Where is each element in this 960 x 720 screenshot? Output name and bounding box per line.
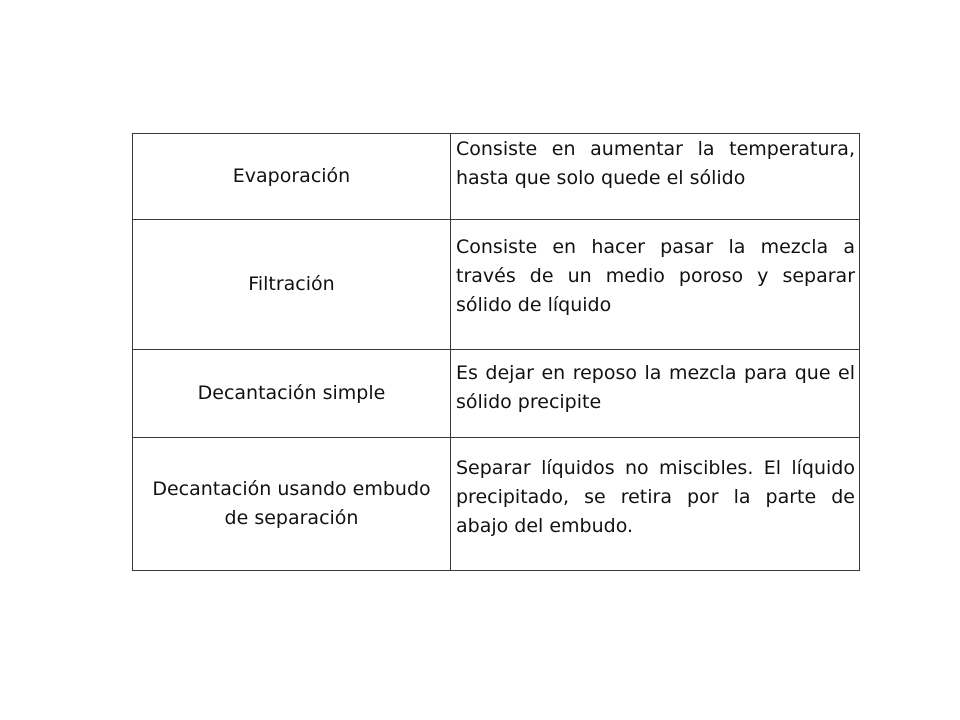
method-name-cell — [133, 350, 451, 438]
method-description: Consiste en aumentar la temperatura, hasta que solo quede el sólido — [456, 138, 855, 189]
method-description: Es dejar en reposo la mezcla para que el sólido precipite — [456, 362, 855, 413]
method-description-cell — [451, 438, 860, 571]
method-description-cell — [451, 350, 860, 438]
table-row — [133, 134, 860, 220]
separation-methods-table — [132, 133, 860, 571]
method-name-cell — [133, 134, 451, 220]
method-description: Separar líquidos no miscibles. El líquido precipitado, se retira por la parte de abajo del embudo. — [456, 457, 855, 537]
method-name-cell — [133, 220, 451, 350]
table-row — [133, 350, 860, 438]
method-name: Decantación usando embudo de separación — [152, 478, 431, 529]
method-name: Filtración — [248, 273, 335, 295]
method-name-cell — [133, 438, 451, 571]
method-description: Consiste en hacer pasar la mezcla a través de un medio poroso y separar sólido de líquido — [456, 236, 855, 316]
method-name: Evaporación — [232, 165, 351, 187]
method-description-cell — [451, 220, 860, 350]
method-name: Decantación simple — [197, 382, 386, 404]
method-description-cell — [451, 134, 860, 220]
table-row — [133, 220, 860, 350]
table-row — [133, 438, 860, 571]
